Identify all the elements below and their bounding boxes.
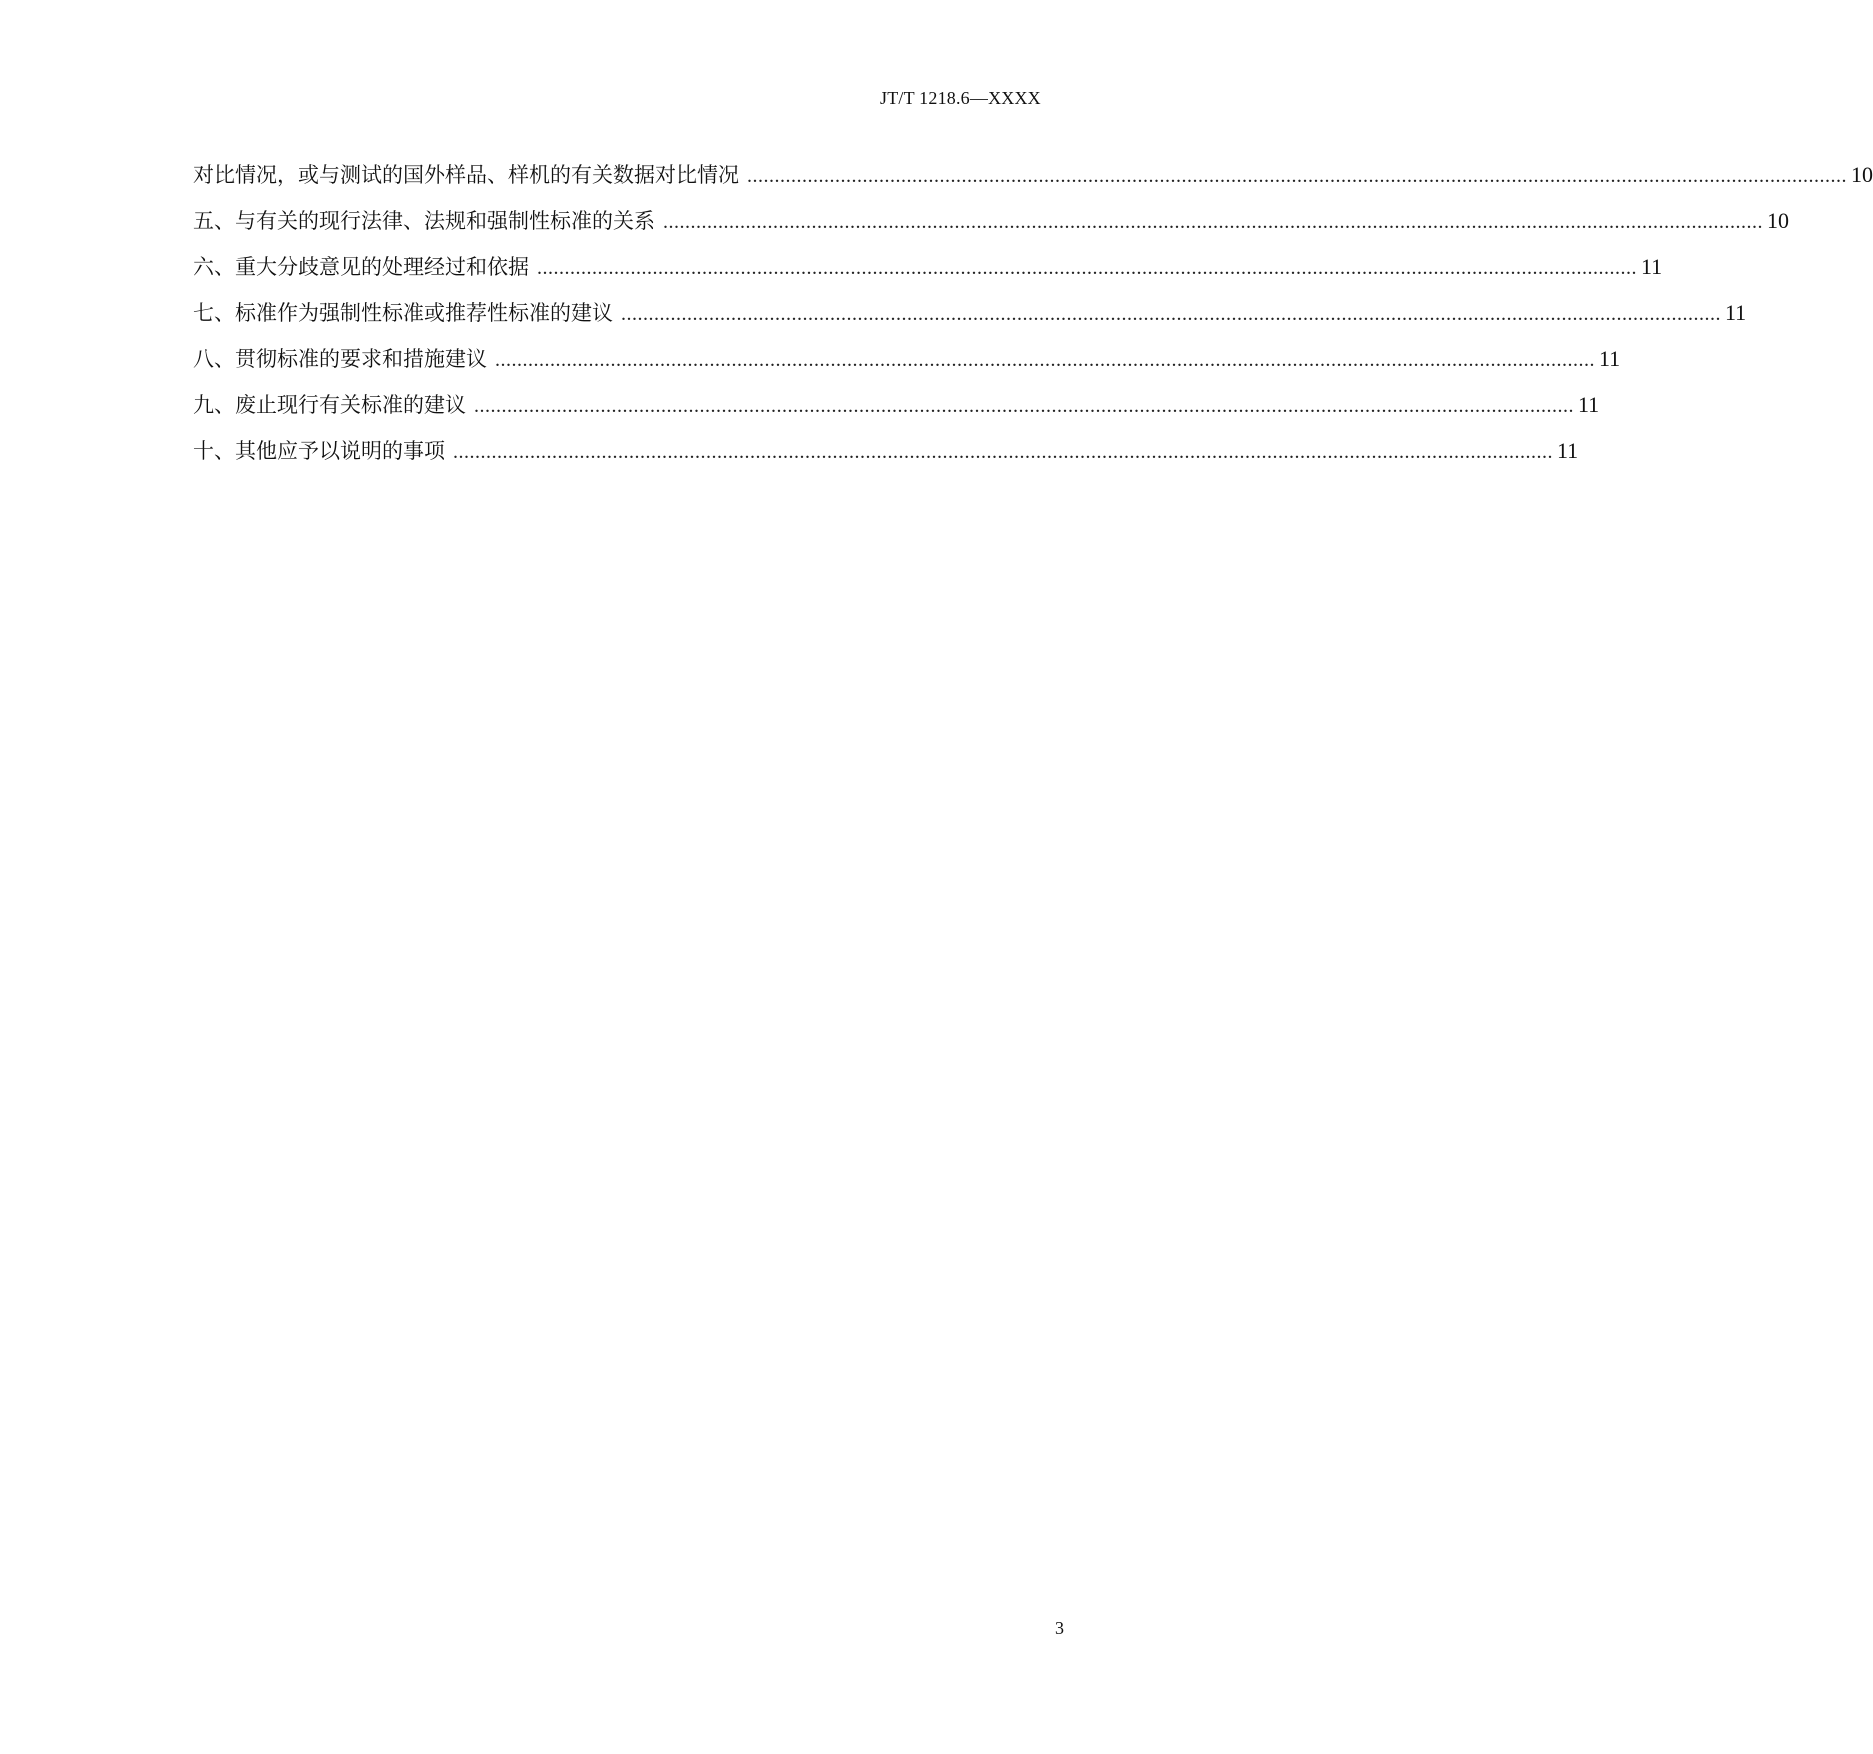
- toc-entry[interactable]: [193, 392, 1600, 438]
- toc-entry-title: 七、标准作为强制性标准或推荐性标准的建议: [193, 301, 613, 325]
- toc-entry-title: 对比情况，或与测试的国外样品、样机的有关数据对比情况: [193, 163, 739, 187]
- toc-entry-page: 10: [1767, 208, 1789, 233]
- toc-dot-leader: ........................................................................................................................................................................................................: [453, 441, 1553, 463]
- toc-entry-title: 六、重大分歧意见的处理经过和依据: [193, 255, 529, 279]
- toc-entry[interactable]: [193, 300, 1747, 346]
- toc-entry-title: 十、其他应予以说明的事项: [193, 439, 445, 463]
- toc-dot-leader: ........................................................................................................................................................................................................: [537, 257, 1637, 279]
- page-header-doc-code: JT/T 1218.6—XXXX: [880, 88, 1041, 108]
- toc-entry[interactable]: [193, 438, 1579, 484]
- toc-dot-leader: ........................................................................................................................................................................................................: [747, 165, 1847, 187]
- toc-dot-leader: ........................................................................................................................................................................................................: [474, 395, 1574, 417]
- toc-entry-title: 九、废止现行有关标准的建议: [193, 393, 466, 417]
- toc-entry-title: 五、与有关的现行法律、法规和强制性标准的关系: [193, 209, 655, 233]
- toc-entry-page: 10: [1851, 162, 1873, 187]
- toc-entry-page: 11: [1578, 392, 1600, 417]
- toc-entry[interactable]: [193, 346, 1621, 392]
- table-of-contents: [193, 162, 1873, 484]
- toc-dot-leader: ........................................................................................................................................................................................................: [495, 349, 1595, 371]
- toc-entry[interactable]: [193, 162, 1873, 208]
- toc-entry[interactable]: [193, 208, 1789, 254]
- toc-entry-page: 11: [1599, 346, 1621, 371]
- toc-dot-leader: ........................................................................................................................................................................................................: [663, 211, 1763, 233]
- page-number: 3: [1055, 1618, 1064, 1638]
- toc-entry-page: 11: [1557, 438, 1579, 463]
- toc-entry-page: 11: [1725, 300, 1747, 325]
- toc-entry-page: 11: [1641, 254, 1663, 279]
- toc-entry-title: 八、贯彻标准的要求和措施建议: [193, 347, 487, 371]
- toc-entry[interactable]: [193, 254, 1663, 300]
- toc-dot-leader: ........................................................................................................................................................................................................: [621, 303, 1721, 325]
